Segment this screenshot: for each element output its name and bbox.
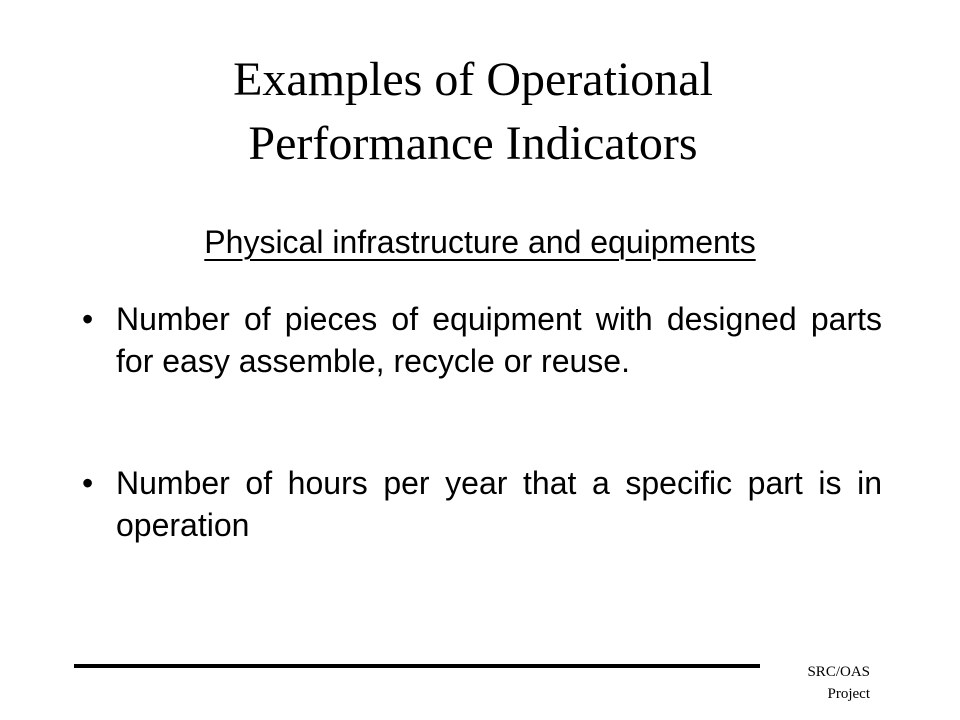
footer-divider <box>74 664 760 668</box>
title-line-2: Performance Indicators <box>248 117 698 170</box>
slide-title <box>0 48 946 176</box>
bullet-text: Number of pieces of equipment with designed parts for easy assemble, recycle or reuse. <box>116 301 882 379</box>
bullet-marker: • <box>82 465 94 501</box>
bullet-item <box>82 462 882 546</box>
bullet-marker: • <box>82 301 94 337</box>
footer-line-1: SRC/OAS <box>807 664 870 680</box>
bullet-list <box>82 298 882 546</box>
footer-line-2: Project <box>827 686 870 702</box>
bullet-text: Number of hours per year that a specific part is in operation <box>116 465 882 543</box>
title-line-1: Examples of Operational <box>233 53 713 106</box>
bullet-item <box>82 298 882 382</box>
section-subtitle: Physical infrastructure and equipments <box>204 224 756 260</box>
footer-label <box>807 661 870 705</box>
